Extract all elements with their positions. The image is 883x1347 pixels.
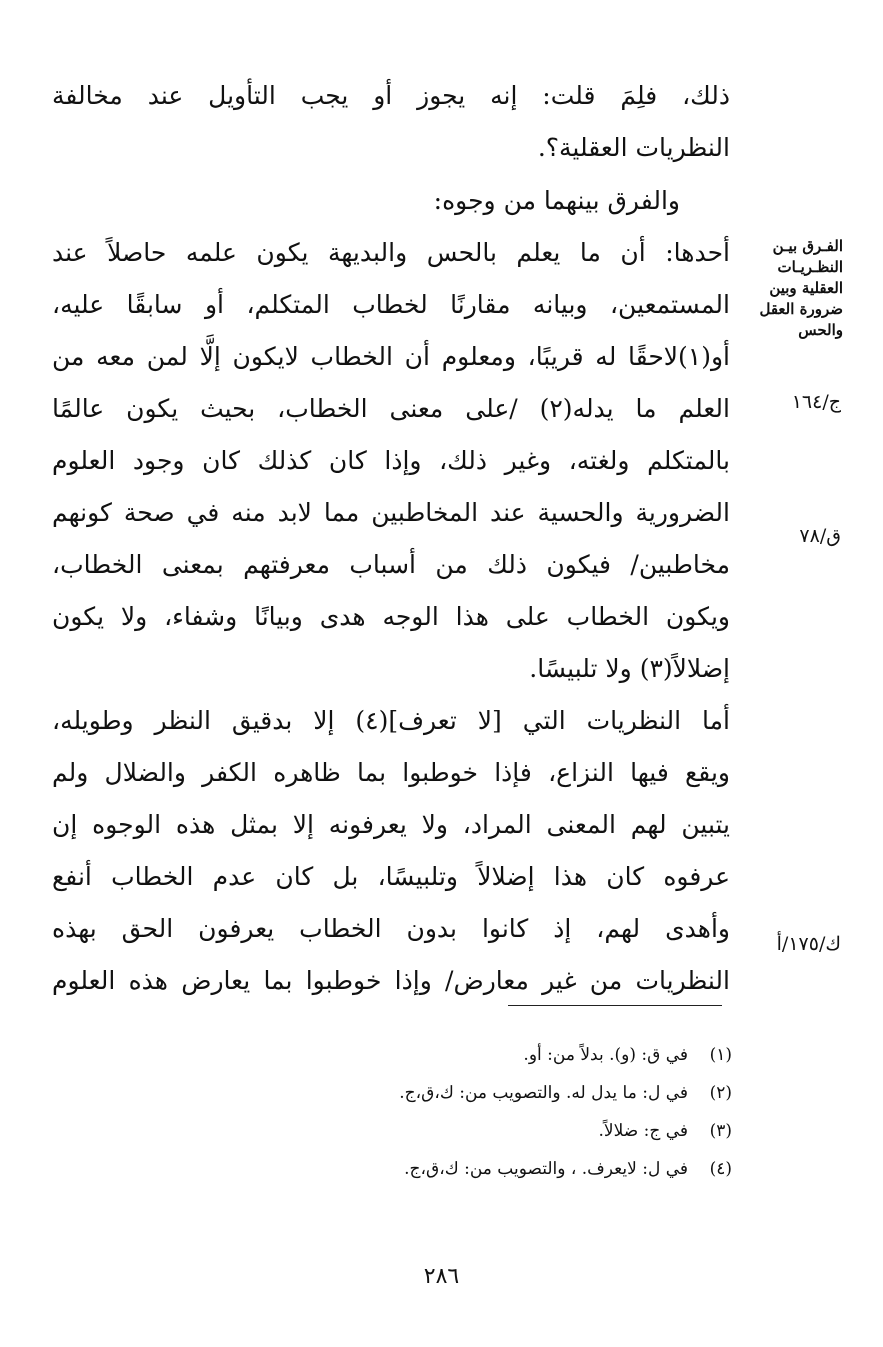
margin-ref: ج/١٦٤ (791, 391, 841, 413)
body-line: مخاطبين/ فيكون ذلك من أسباب معرفتهم بمعنى الخطاب، (52, 550, 730, 579)
body-line: أما النظريات التي [لا تعرف](٤) إلا بدقيق النظر وطويله، (52, 706, 730, 735)
body-line: النظريات من غير معارض/ وإذا خوطبوا بما يعارض هذه العلوم (52, 966, 730, 995)
footnote-number: (٢) (709, 1083, 732, 1103)
body-line: المستمعين، وبيانه مقارنًا لخطاب المتكلم، أو سابقًا عليه، (52, 290, 730, 319)
margin-heading-line: الفـرق بيـن (772, 237, 843, 255)
body-line: أو(١)لاحقًا له قريبًا، ومعلوم أن الخطاب لايكون إلَّا لمن معه من (52, 342, 730, 371)
footnote (150, 1077, 732, 1109)
body-line: عرفوه كان هذا إضلالاً وتلبيسًا، بل كان عدم الخطاب أنفع (52, 862, 730, 891)
body-line: يتبين لهم المعنى المراد، ولا يعرفونه إلا بمثل هذه الوجوه إن (52, 810, 730, 839)
body-line: الضرورية والحسية عند المخاطبين مما لابد منه في صحة كونهم (52, 498, 730, 527)
footnote-text: في ج: ضلالاً. (598, 1121, 688, 1141)
body-line: أحدها: أن ما يعلم بالحس والبديهة يكون علمه حاصلاً عند (52, 238, 730, 267)
margin-ref: ق/٧٨ (799, 525, 841, 547)
body-line: وأهدى لهم، إذ كانوا بدون الخطاب يعرفون الحق بهذه (52, 914, 730, 943)
footnote-separator (508, 1005, 722, 1006)
margin-heading (743, 236, 843, 341)
footnote (150, 1115, 732, 1147)
body-line: ويقع فيها النزاع، فإذا خوطبوا بما ظاهره الكفر والضلال ولم (52, 758, 730, 787)
margin-heading-line: ضرورة العقل (759, 300, 843, 318)
page-number: ٢٨٦ (423, 1264, 460, 1289)
margin-heading-line: العقلية وبين (769, 279, 843, 297)
body-line: إضلالاً(٣) ولا تلبيسًا. (529, 654, 730, 683)
footnote-number: (١) (709, 1045, 732, 1065)
footnote-number: (٣) (709, 1121, 732, 1141)
footnote-text: في ل: لايعرف. ، والتصويب من: ك،ق،ج. (404, 1159, 688, 1179)
body-line: النظريات العقلية؟. (537, 133, 730, 162)
margin-ref: ك/١٧٥/أ (776, 933, 841, 955)
body-line: العلم ما يدله(٢) /على معنى الخطاب، بحيث يكون عالمًا (52, 394, 730, 423)
footnote (150, 1153, 732, 1185)
footnote-text: في ل: ما يدل له. والتصويب من: ك،ق،ج. (399, 1083, 688, 1103)
body-line: بالمتكلم ولغته، وغير ذلك، وإذا كان كذلك كان وجود العلوم (52, 446, 730, 475)
body-line: ذلك، فلِمَ قلت: إنه يجوز أو يجب التأويل عند مخالفة (52, 81, 730, 110)
margin-heading-line: والحس (798, 321, 843, 339)
margin-heading-line: النظـريـات (777, 258, 843, 276)
body-line: ويكون الخطاب على هذا الوجه هدى وبيانًا وشفاء، ولا يكون (52, 602, 730, 631)
footnote (150, 1039, 732, 1071)
footnote-text: في ق: (و). بدلاً من: أو. (523, 1045, 688, 1065)
footnote-number: (٤) (709, 1159, 732, 1179)
body-line: والفرق بينهما من وجوه: (433, 186, 680, 215)
